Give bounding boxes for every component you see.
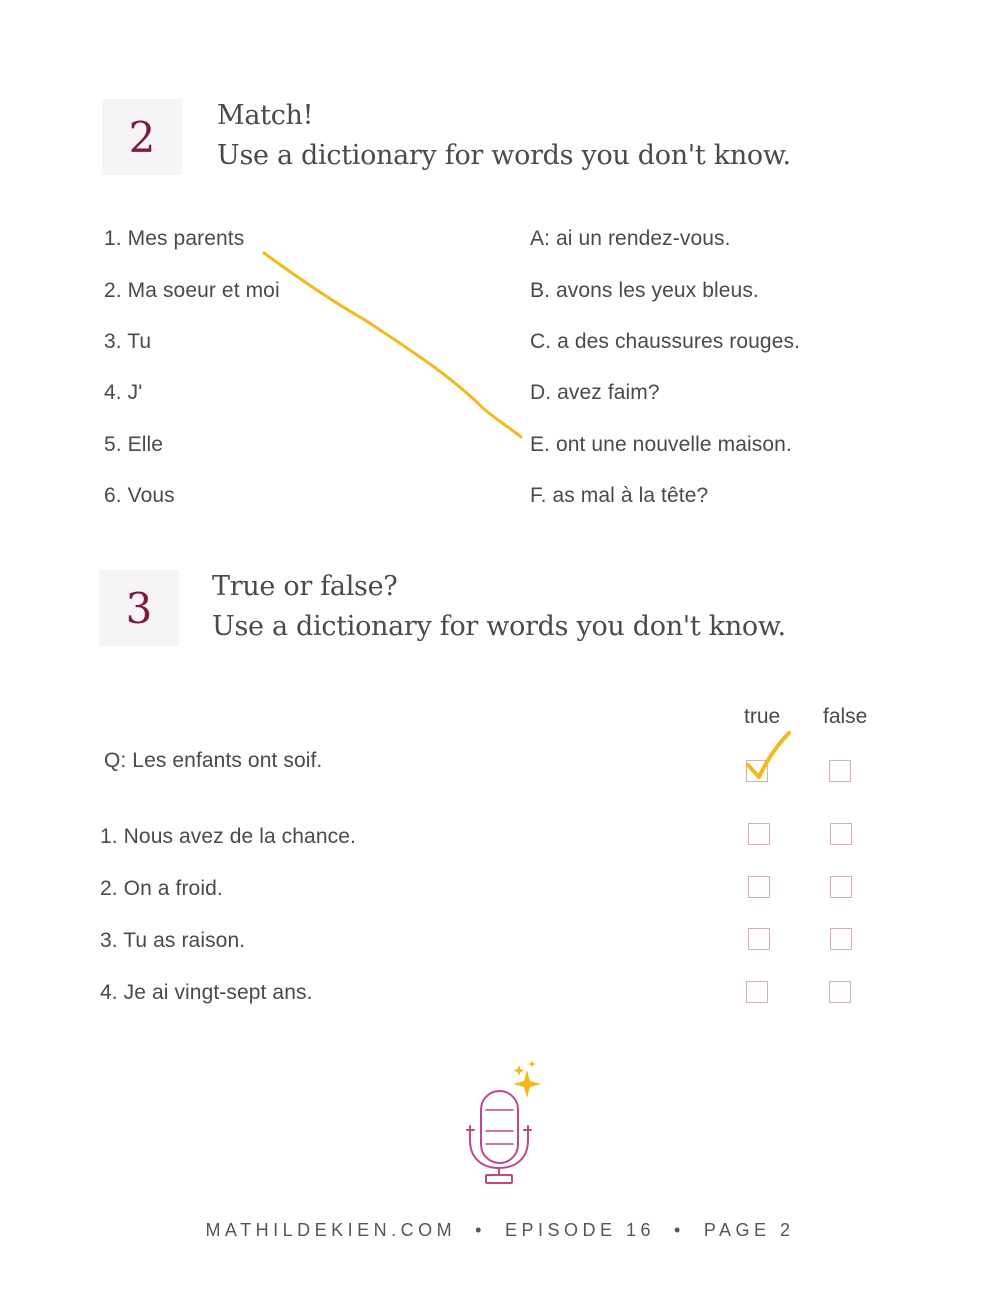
section-3-number: 3 xyxy=(99,570,179,646)
checkbox-example-false[interactable] xyxy=(829,760,851,782)
match-left-item-3[interactable]: 3. Tu xyxy=(104,330,152,353)
match-left-item-2[interactable]: 2. Ma soeur et moi xyxy=(104,279,280,302)
section-3-subtitle: Use a dictionary for words you don't know. xyxy=(212,611,786,642)
match-right-item-b[interactable]: B. avons les yeux bleus. xyxy=(530,279,759,302)
microphone-icon xyxy=(467,1091,531,1183)
match-line xyxy=(264,253,521,437)
match-right-item-e[interactable]: E. ont une nouvelle maison. xyxy=(530,433,792,456)
match-right-item-c[interactable]: C. a des chaussures rouges. xyxy=(530,330,801,353)
section-2-heading xyxy=(217,96,791,176)
match-right-item-a[interactable]: A: ai un rendez-vous. xyxy=(530,227,731,250)
tf-question-4: 4. Je ai vingt-sept ans. xyxy=(100,981,313,1004)
match-left-item-5[interactable]: 5. Elle xyxy=(104,433,164,456)
checkbox-2-false[interactable] xyxy=(830,876,852,898)
tf-question-1: 1. Nous avez de la chance. xyxy=(100,825,356,848)
tf-question-3: 3. Tu as raison. xyxy=(100,929,246,952)
section-2-subtitle: Use a dictionary for words you don't know. xyxy=(217,140,791,171)
match-left-item-4[interactable]: 4. J' xyxy=(104,381,143,404)
checkbox-3-true[interactable] xyxy=(748,928,770,950)
match-left-item-6[interactable]: 6. Vous xyxy=(104,484,175,507)
checkbox-4-false[interactable] xyxy=(829,981,851,1003)
match-left-item-1[interactable]: 1. Mes parents xyxy=(104,227,245,250)
section-2-title: Match! xyxy=(217,100,314,131)
checkbox-example-true[interactable] xyxy=(746,760,768,782)
footer-page: PAGE 2 xyxy=(703,1220,795,1240)
section-2-number: 2 xyxy=(102,99,182,175)
footer-separator-2: • xyxy=(674,1220,685,1240)
footer-site[interactable]: MATHILDEKIEN.COM xyxy=(205,1220,457,1240)
footer-episode: EPISODE 16 xyxy=(504,1220,656,1240)
sparkle-icon xyxy=(513,1060,541,1098)
match-right-item-f[interactable]: F. as mal à la tête? xyxy=(530,484,709,507)
checkbox-3-false[interactable] xyxy=(830,928,852,950)
column-false-label: false xyxy=(823,705,868,728)
tf-question-2: 2. On a froid. xyxy=(100,877,223,900)
checkbox-4-true[interactable] xyxy=(746,981,768,1003)
tf-question-example: Q: Les enfants ont soif. xyxy=(104,749,323,772)
checkbox-1-true[interactable] xyxy=(748,823,770,845)
match-right-item-d[interactable]: D. avez faim? xyxy=(530,381,660,404)
checkbox-2-true[interactable] xyxy=(748,876,770,898)
section-3-heading xyxy=(212,567,786,647)
section-3-title: True or false? xyxy=(212,571,398,602)
checkbox-1-false[interactable] xyxy=(830,823,852,845)
column-true-label: true xyxy=(744,705,781,728)
footer xyxy=(0,1220,1000,1241)
footer-separator-1: • xyxy=(475,1220,486,1240)
